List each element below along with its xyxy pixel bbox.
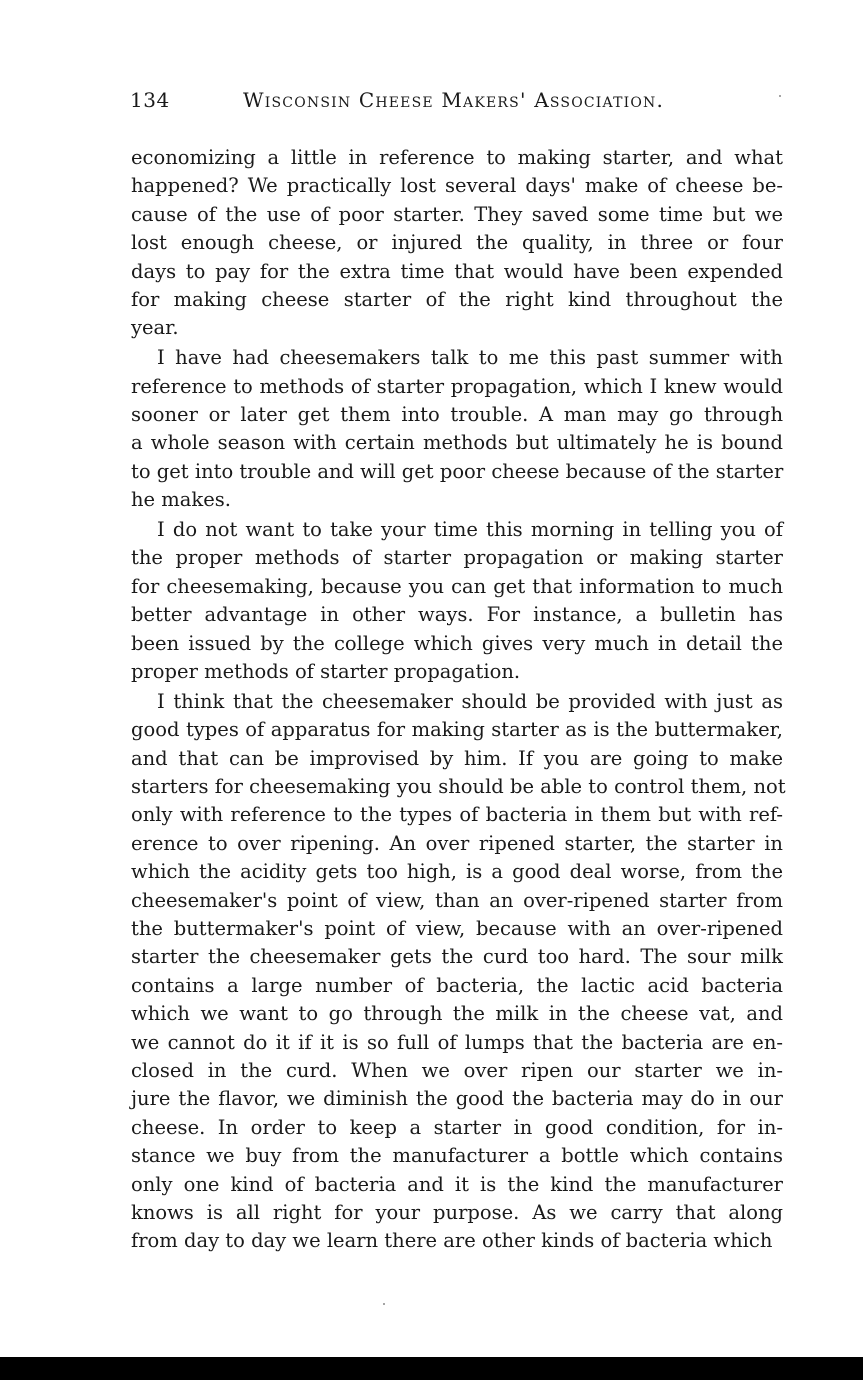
print-speck (779, 95, 781, 97)
text-line: he makes. (131, 488, 231, 512)
text-line: for making cheese starter of the right kind throughout the (131, 287, 783, 311)
paragraph (131, 516, 783, 686)
text-line: proper methods of starter propagation. (131, 660, 521, 684)
page-number: 134 (130, 88, 170, 112)
text-line: which we want to go through the milk in the cheese vat, and (131, 1002, 783, 1026)
text-line: only with reference to the types of bacteria in them but with ref- (131, 803, 783, 827)
text-line: erence to over ripening. An over ripened starter, the starter in (131, 831, 783, 855)
text-line: only one kind of bacteria and it is the kind the manufacturer (131, 1172, 783, 1196)
text-line: starters for cheesemaking you should be able to control them, not (131, 775, 786, 799)
text-line: to get into trouble and will get poor cheese because of the starter (131, 459, 784, 483)
text-line: starter the cheesemaker gets the curd too hard. The sour milk (131, 945, 783, 969)
text-line: better advantage in other ways. For instance, a bulletin has (131, 603, 783, 627)
text-line: been issued by the college which gives very much in detail the (131, 631, 783, 655)
text-line: days to pay for the extra time that would have been expended (131, 259, 783, 283)
text-line: which the acidity gets too high, is a good deal worse, from the (131, 860, 783, 884)
text-line: and that can be improvised by him. If you are going to make (131, 746, 783, 770)
text-line: closed in the curd. When we over ripen our starter we in- (131, 1059, 783, 1082)
text-line: knows is all right for your purpose. As we carry that along (131, 1200, 783, 1224)
text-line: I think that the cheesemaker should be provided with just as (157, 689, 783, 713)
paragraph (131, 344, 783, 514)
text-line: we cannot do it if it is so full of lumps that the bacteria are en- (131, 1030, 783, 1054)
print-speck (383, 1303, 385, 1305)
text-line: I have had cheesemakers talk to me this past summer with (157, 346, 783, 370)
text-line: lost enough cheese, or injured the quality, in three or four (131, 231, 783, 255)
text-line: sooner or later get them into trouble. A man may go through (131, 403, 783, 427)
text-line: jure the flavor, we diminish the good the bacteria may do in our (131, 1087, 783, 1111)
running-title: Wisconsin Cheese Makers' Association. (243, 88, 665, 112)
body-text (131, 144, 786, 1256)
text-line: cause of the use of poor starter. They saved some time but we (131, 202, 783, 226)
text-line: reference to methods of starter propagation, which I knew would (131, 374, 783, 398)
text-line: economizing a little in reference to making starter, and what (131, 146, 783, 169)
scan-edge-bar (0, 1357, 863, 1380)
page-header (130, 88, 780, 122)
text-line: the buttermaker's point of view, because with an over-ripened (131, 917, 783, 941)
text-line: stance we buy from the manufacturer a bottle which contains (131, 1144, 783, 1168)
text-line: good types of apparatus for making starter as is the buttermaker, (131, 718, 783, 742)
text-line: for cheesemaking, because you can get that information to much (131, 574, 783, 598)
text-line: a whole season with certain methods but ultimately he is bound (131, 431, 783, 455)
text-line: happened? We practically lost several days' make of cheese be- (131, 174, 783, 198)
text-line: cheesemaker's point of view, than an over-ripened starter from (131, 888, 783, 912)
paragraph (131, 688, 786, 1256)
text-line: contains a large number of bacteria, the lactic acid bacteria (131, 973, 783, 997)
text-line: cheese. In order to keep a starter in good condition, for in- (131, 1115, 783, 1139)
text-line: I do not want to take your time this morning in telling you of (157, 518, 783, 542)
text-line: the proper methods of starter propagation or making starter (131, 546, 783, 570)
text-line: from day to day we learn there are other kinds of bacteria which (131, 1229, 773, 1253)
text-line: year. (131, 316, 179, 340)
paragraph (131, 144, 783, 343)
